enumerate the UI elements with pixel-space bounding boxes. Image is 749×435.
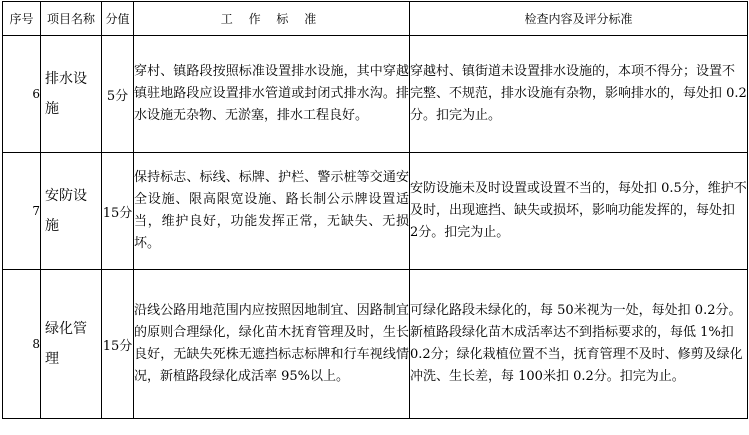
scoring-table <box>2 1 748 419</box>
row-item-name <box>41 36 102 153</box>
row-seq: 8 <box>3 270 41 419</box>
row-check: 安防设施未及时设置或设置不当的，每处扣 0.5分，维护不及时，出现遮挡、缺失或损坏，影响功能发挥的，每处扣 2分。扣完为止。 <box>410 153 748 270</box>
header-name-label: 项目名称 <box>46 12 95 26</box>
header-seq <box>3 2 41 36</box>
row-check: 穿越村、镇街道未设置排水设施的，本项不得分；设置不完整、不规范，排水设施有杂物，影响排水的，每处扣 0.2分。扣完为止。 <box>410 36 748 153</box>
header-check-label: 检查内容及评分标准 <box>524 12 633 26</box>
row-score: 15分 <box>102 153 134 270</box>
row-standard: 穿村、镇路段按照标准设置排水设施，其中穿越镇驻地路段应设置排水管道或封闭式排水沟。排水设施无杂物、无淤塞，排水工程良好。 <box>134 36 410 153</box>
row-item-name <box>41 270 102 419</box>
row-score: 5分 <box>102 36 134 153</box>
table-header-row <box>3 2 748 36</box>
row-check: 可绿化路段未绿化的，每 50米视为一处，每处扣 0.2分。新植路段绿化苗木成活率达不到指标要求的，每低 1%扣 0.2分；绿化栽植位置不当，抚育管理不及时、修剪及绿化冲洗、生长差，每 100米扣 0.2分。扣完为止。 <box>410 270 748 419</box>
header-seq-label: 序号 <box>9 12 34 26</box>
row-item-name-text: 安防设施 <box>45 188 87 234</box>
header-standard <box>134 2 410 36</box>
row-item-name <box>41 153 102 270</box>
row-seq: 6 <box>3 36 41 153</box>
header-name <box>41 2 102 36</box>
header-check <box>410 2 748 36</box>
table-row <box>3 270 748 419</box>
row-standard: 保持标志、标线、标牌、护栏、警示桩等交通安全设施、限高限宽设施、路长制公示牌设置适当，维护良好，功能发挥正常，无缺失、无损坏。 <box>134 153 410 270</box>
row-standard: 沿线公路用地范围内应按照因地制宜、因路制宜的原则合理绿化，绿化苗木抚育管理及时，生长良好，无缺失死株无遮挡标志标牌和行车视线情况，新植路段绿化成活率 95%以上。 <box>134 270 410 419</box>
row-score: 15分 <box>102 270 134 419</box>
header-score-label: 分值 <box>105 12 130 26</box>
row-item-name-text: 排水设施 <box>45 71 87 117</box>
header-standard-label: 工 作 标 准 <box>220 12 323 26</box>
header-score <box>102 2 134 36</box>
row-item-name-text: 绿化管理 <box>45 321 87 367</box>
table-row <box>3 153 748 270</box>
row-seq: 7 <box>3 153 41 270</box>
table-row <box>3 36 748 153</box>
